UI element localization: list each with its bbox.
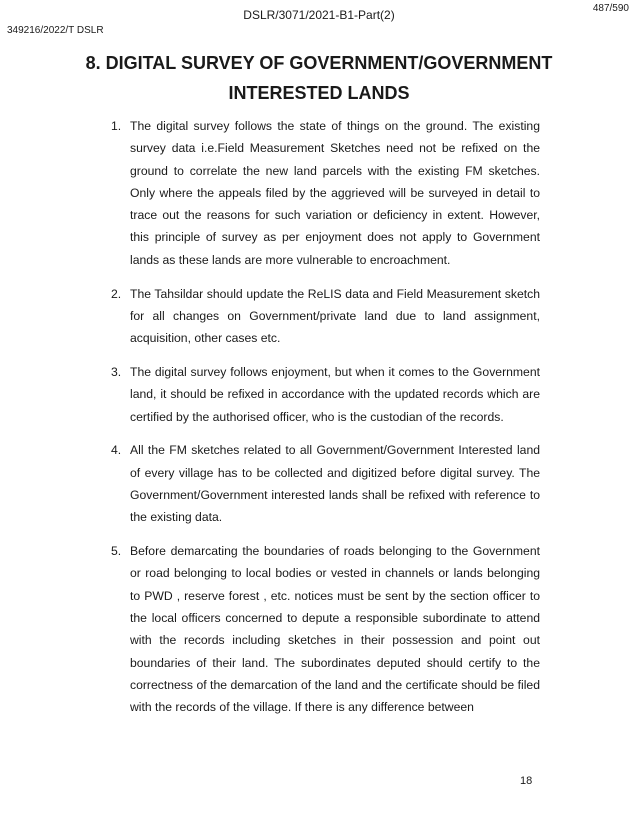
list-item-number: 2.	[111, 286, 122, 301]
list-item	[111, 115, 540, 271]
numbered-list	[111, 115, 540, 730]
section-title	[0, 48, 638, 108]
document-reference: DSLR/3071/2021-B1-Part(2)	[243, 8, 395, 22]
list-item-number: 4.	[111, 443, 122, 458]
list-item-number: 3.	[111, 364, 122, 379]
file-reference: 349216/2022/T DSLR	[7, 25, 104, 36]
page-counter: 487/590	[592, 3, 629, 14]
section-title-line-1: 8. DIGITAL SURVEY OF GOVERNMENT/GOVERNMENT	[85, 53, 553, 73]
list-item-text: The digital survey follows enjoyment, but when it comes to the Government land, it should be refixed in accordance with the updated records which are certified by the authorised officer, who is the custodian of the records.	[130, 364, 540, 424]
section-title-line-2: INTERESTED LANDS	[228, 83, 410, 103]
list-item-number: 5.	[111, 544, 122, 559]
list-item-text: The digital survey follows the state of things on the ground. The existing survey data i.e.Field Measurement Sketches need not be refixed on the ground to correlate the new land parcels with the existing FM sketches. Only where the appeals filed by the aggrieved will be surveyed in detail to trace out the reasons for such variation or deficiency in extent. However, this principle of survey as per enjoyment does not apply to Government lands as these lands are more vulnerable to encroachment.	[130, 119, 540, 267]
list-item-number: 1.	[111, 119, 122, 133]
list-item	[111, 439, 540, 528]
list-item-text: Before demarcating the boundaries of roads belonging to the Government or road belonging to local bodies or vested in channels or lands belonging to PWD , reserve forest , etc. notices must be sent by the section officer to the local officers concerned to depute a responsible subordinate to attend with the records including sketches in their possession and point out boundaries of their land. The subordinates deputed should certify to the correctness of the demarcation of the land and the certificate should be filed with the records of the village. If there is any difference between	[130, 544, 540, 715]
list-item	[111, 283, 540, 350]
page-number: 18	[520, 775, 533, 787]
list-item-text: The Tahsildar should update the ReLIS data and Field Measurement sketch for all changes on Government/private land due to land assignment, acquisition, other cases etc.	[130, 286, 540, 346]
list-item-text: All the FM sketches related to all Government/Government Interested land of every village has to be collected and digitized before digital survey. The Government/Government interested lands shall be refixed with reference to the existing data.	[130, 443, 540, 525]
list-item	[111, 540, 540, 718]
list-item	[111, 361, 540, 428]
